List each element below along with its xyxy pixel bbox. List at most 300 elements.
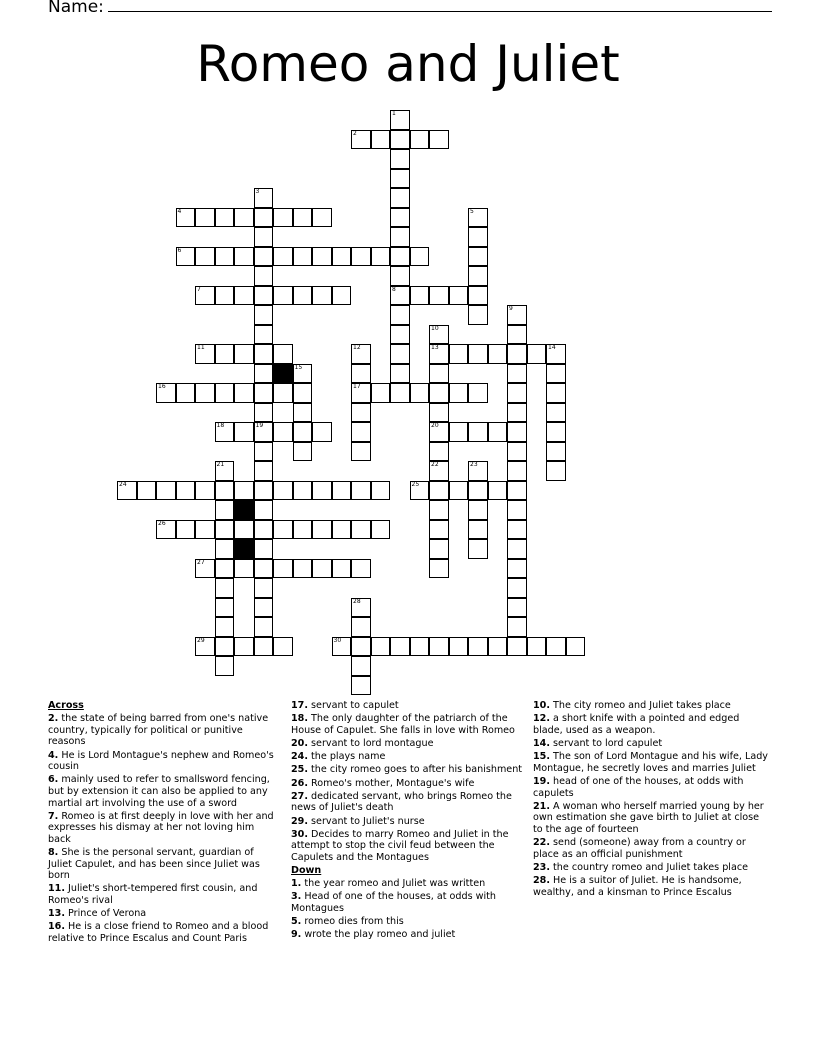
clue-number: 4. xyxy=(48,749,59,761)
grid-cell[interactable] xyxy=(215,461,235,481)
grid-cell[interactable] xyxy=(546,637,566,657)
clue-text: dedicated servant, who brings Romeo the news of Juliet's death xyxy=(291,790,512,814)
cell-number: 23 xyxy=(470,461,478,468)
cell-number: 16 xyxy=(158,383,166,390)
grid-cell[interactable] xyxy=(332,286,352,306)
clue-text: Decides to marry Romeo and Juliet in the attempt to stop the civil feud between the Capulets and the Montagues xyxy=(291,828,509,863)
grid-cell[interactable] xyxy=(410,481,430,501)
grid-cell[interactable] xyxy=(176,520,196,540)
grid-cell[interactable] xyxy=(429,130,449,150)
grid-cell[interactable] xyxy=(507,442,527,462)
grid-cell[interactable] xyxy=(176,208,196,228)
grid-cell[interactable] xyxy=(195,247,215,267)
grid-cell[interactable] xyxy=(429,539,449,559)
grid-cell[interactable] xyxy=(215,422,235,442)
grid-cell[interactable] xyxy=(546,442,566,462)
grid-cell[interactable] xyxy=(468,227,488,247)
clue-text: head of one of the houses, at odds with capulets xyxy=(533,775,744,799)
grid-cell[interactable] xyxy=(351,403,371,423)
grid-cell[interactable] xyxy=(527,637,547,657)
grid-cell[interactable] xyxy=(273,247,293,267)
clue-text: servant to capulet xyxy=(308,700,399,711)
grid-cell[interactable] xyxy=(546,364,566,384)
grid-cell[interactable] xyxy=(390,637,410,657)
cell-number: 6 xyxy=(177,246,182,254)
grid-cell[interactable] xyxy=(195,286,215,306)
clue-text: servant to Juliet's nurse xyxy=(308,815,425,827)
grid-cell[interactable] xyxy=(351,481,371,501)
clue-number: 16. xyxy=(48,921,65,933)
grid-cell[interactable] xyxy=(390,110,410,130)
grid-cell[interactable] xyxy=(468,520,488,540)
grid-cell[interactable] xyxy=(390,383,410,403)
clue-text: Romeo's mother, Montague's wife xyxy=(308,777,475,789)
name-label: Name: xyxy=(48,0,104,17)
grid-cell[interactable] xyxy=(390,149,410,169)
grid-cell[interactable] xyxy=(215,539,235,559)
clues-column-2 xyxy=(291,700,525,943)
grid-cell[interactable] xyxy=(234,637,254,657)
grid-cell[interactable] xyxy=(546,344,566,364)
grid-cell[interactable] xyxy=(351,676,371,696)
grid-cell[interactable] xyxy=(293,442,313,462)
grid-cell[interactable] xyxy=(410,247,430,267)
grid-cell[interactable] xyxy=(468,247,488,267)
grid-cell[interactable] xyxy=(234,208,254,228)
grid-cell[interactable] xyxy=(312,286,332,306)
grid-cell[interactable] xyxy=(507,598,527,618)
grid-cell[interactable] xyxy=(234,383,254,403)
grid-cell[interactable] xyxy=(254,539,274,559)
grid-cell[interactable] xyxy=(371,130,391,150)
grid-cell[interactable] xyxy=(371,520,391,540)
grid-cell[interactable] xyxy=(293,383,313,403)
cell-number: 25 xyxy=(411,480,420,488)
grid-cell[interactable] xyxy=(234,286,254,306)
grid-cell[interactable] xyxy=(351,637,371,657)
grid-cell[interactable] xyxy=(156,520,176,540)
grid-cell[interactable] xyxy=(507,403,527,423)
grid-cell[interactable] xyxy=(273,208,293,228)
grid-cell[interactable] xyxy=(449,286,469,306)
grid-cell[interactable] xyxy=(312,559,332,579)
grid-cell[interactable] xyxy=(546,383,566,403)
grid-cell[interactable] xyxy=(312,422,332,442)
grid-cell[interactable] xyxy=(468,286,488,306)
clue-item xyxy=(48,750,280,773)
clue-number: 3. xyxy=(291,891,302,903)
clue-item xyxy=(48,908,280,920)
across-heading: Across xyxy=(48,700,84,711)
grid-cell[interactable] xyxy=(312,520,332,540)
clue-number: 11. xyxy=(48,883,65,895)
grid-cell[interactable] xyxy=(351,130,371,150)
grid-cell[interactable] xyxy=(332,520,352,540)
grid-cell[interactable] xyxy=(293,481,313,501)
grid-cell[interactable] xyxy=(254,442,274,462)
grid-cell[interactable] xyxy=(449,344,469,364)
grid-cell[interactable] xyxy=(468,208,488,228)
grid-cell[interactable] xyxy=(429,383,449,403)
grid-cell[interactable] xyxy=(429,500,449,520)
clue-text: servant to lord capulet xyxy=(550,737,663,749)
grid-cell[interactable] xyxy=(215,286,235,306)
clue-text: a short knife with a pointed and edged blade, used as a weapon. xyxy=(533,713,740,736)
grid-cell[interactable] xyxy=(234,344,254,364)
grid-cell[interactable] xyxy=(273,286,293,306)
grid-cell[interactable] xyxy=(234,559,254,579)
grid-cell[interactable] xyxy=(546,422,566,442)
grid-cell[interactable] xyxy=(371,383,391,403)
grid-cell[interactable] xyxy=(429,481,449,501)
grid-cell[interactable] xyxy=(371,481,391,501)
grid-cell[interactable] xyxy=(507,422,527,442)
grid-cell[interactable] xyxy=(156,481,176,501)
clues-column-3 xyxy=(533,700,769,900)
grid-cell[interactable] xyxy=(468,637,488,657)
clue-item xyxy=(533,837,769,860)
grid-cell[interactable] xyxy=(215,500,235,520)
grid-cell[interactable] xyxy=(351,520,371,540)
grid-cell[interactable] xyxy=(371,637,391,657)
grid-cell[interactable] xyxy=(468,461,488,481)
clue-number: 10. xyxy=(533,700,550,711)
clue-number: 17. xyxy=(291,700,308,711)
grid-cell[interactable] xyxy=(215,383,235,403)
grid-cell[interactable] xyxy=(390,227,410,247)
clue-number: 13. xyxy=(48,908,65,920)
grid-cell[interactable] xyxy=(254,500,274,520)
clue-item xyxy=(533,801,769,836)
grid-cell[interactable] xyxy=(176,383,196,403)
grid-cell[interactable] xyxy=(429,403,449,423)
black-square xyxy=(273,364,293,384)
clue-number: 25. xyxy=(291,764,308,776)
grid-cell[interactable] xyxy=(195,344,215,364)
grid-cell[interactable] xyxy=(507,520,527,540)
grid-cell[interactable] xyxy=(195,559,215,579)
grid-cell[interactable] xyxy=(468,422,488,442)
grid-cell[interactable] xyxy=(410,286,430,306)
grid-cell[interactable] xyxy=(351,442,371,462)
clue-item xyxy=(291,778,525,790)
clue-number: 1. xyxy=(291,878,302,890)
grid-cell[interactable] xyxy=(234,422,254,442)
grid-cell[interactable] xyxy=(468,481,488,501)
clue-item xyxy=(533,713,769,736)
grid-cell[interactable] xyxy=(273,422,293,442)
cell-number: 27 xyxy=(197,558,205,566)
grid-cell[interactable] xyxy=(488,344,508,364)
grid-cell[interactable] xyxy=(507,637,527,657)
grid-cell[interactable] xyxy=(195,637,215,657)
clue-item xyxy=(291,829,525,864)
grid-cell[interactable] xyxy=(254,481,274,501)
clue-item xyxy=(533,862,769,874)
grid-cell[interactable] xyxy=(293,247,313,267)
grid-cell[interactable] xyxy=(293,286,313,306)
grid-cell[interactable] xyxy=(429,637,449,657)
cell-number: 7 xyxy=(197,285,201,293)
grid-cell[interactable] xyxy=(507,344,527,364)
clue-item xyxy=(291,738,525,750)
grid-cell[interactable] xyxy=(215,617,235,637)
grid-cell[interactable] xyxy=(117,481,137,501)
clue-text: send (someone) away from a country or place as an official punishment xyxy=(533,837,746,860)
grid-cell[interactable] xyxy=(254,247,274,267)
clue-text: wrote the play romeo and juliet xyxy=(301,929,456,941)
grid-cell[interactable] xyxy=(390,344,410,364)
grid-cell[interactable] xyxy=(254,344,274,364)
grid-cell[interactable] xyxy=(312,247,332,267)
grid-cell[interactable] xyxy=(156,383,176,403)
grid-cell[interactable] xyxy=(254,364,274,384)
grid-cell[interactable] xyxy=(195,481,215,501)
grid-cell[interactable] xyxy=(234,520,254,540)
grid-cell[interactable] xyxy=(293,559,313,579)
grid-cell[interactable] xyxy=(390,247,410,267)
grid-cell[interactable] xyxy=(507,559,527,579)
grid-cell[interactable] xyxy=(195,208,215,228)
grid-cell[interactable] xyxy=(273,481,293,501)
clue-number: 6. xyxy=(48,774,59,786)
clue-item xyxy=(48,811,280,846)
grid-cell[interactable] xyxy=(507,617,527,637)
grid-cell[interactable] xyxy=(293,364,313,384)
clue-item xyxy=(291,751,525,763)
grid-cell[interactable] xyxy=(215,520,235,540)
grid-cell[interactable] xyxy=(215,208,235,228)
grid-cell[interactable] xyxy=(332,481,352,501)
grid-cell[interactable] xyxy=(371,247,391,267)
grid-cell[interactable] xyxy=(449,637,469,657)
cell-number: 15 xyxy=(294,363,303,371)
grid-cell[interactable] xyxy=(332,637,352,657)
grid-cell[interactable] xyxy=(215,656,235,676)
grid-cell[interactable] xyxy=(351,383,371,403)
clue-item xyxy=(291,791,525,814)
grid-cell[interactable] xyxy=(293,520,313,540)
grid-cell[interactable] xyxy=(566,637,586,657)
grid-cell[interactable] xyxy=(546,403,566,423)
grid-cell[interactable] xyxy=(195,520,215,540)
grid-cell[interactable] xyxy=(351,598,371,618)
grid-cell[interactable] xyxy=(293,403,313,423)
cell-number: 19 xyxy=(255,422,264,429)
grid-cell[interactable] xyxy=(312,208,332,228)
grid-cell[interactable] xyxy=(468,539,488,559)
grid-cell[interactable] xyxy=(254,403,274,423)
grid-cell[interactable] xyxy=(507,481,527,501)
cell-number: 18 xyxy=(216,422,225,429)
grid-cell[interactable] xyxy=(254,559,274,579)
grid-cell[interactable] xyxy=(234,247,254,267)
grid-cell[interactable] xyxy=(449,422,469,442)
clue-item xyxy=(48,774,280,809)
grid-cell[interactable] xyxy=(254,598,274,618)
grid-cell[interactable] xyxy=(215,247,235,267)
grid-cell[interactable] xyxy=(351,344,371,364)
clue-number: 18. xyxy=(291,713,308,725)
clue-number: 29. xyxy=(291,815,308,827)
grid-cell[interactable] xyxy=(254,325,274,345)
grid-cell[interactable] xyxy=(449,383,469,403)
grid-cell[interactable] xyxy=(468,266,488,286)
grid-cell[interactable] xyxy=(429,520,449,540)
grid-cell[interactable] xyxy=(429,559,449,579)
grid-cell[interactable] xyxy=(351,656,371,676)
clue-text: the plays name xyxy=(308,751,386,763)
cell-number: 11 xyxy=(197,344,205,351)
grid-cell[interactable] xyxy=(410,637,430,657)
grid-cell[interactable] xyxy=(390,266,410,286)
clue-item xyxy=(291,700,525,712)
grid-cell[interactable] xyxy=(273,383,293,403)
grid-cell[interactable] xyxy=(390,325,410,345)
clue-item xyxy=(291,878,525,890)
grid-cell[interactable] xyxy=(507,383,527,403)
grid-cell[interactable] xyxy=(293,422,313,442)
grid-cell[interactable] xyxy=(390,188,410,208)
grid-cell[interactable] xyxy=(254,286,274,306)
clue-text: The city romeo and Juliet takes place xyxy=(550,700,731,711)
grid-cell[interactable] xyxy=(488,422,508,442)
cell-number: 26 xyxy=(158,519,166,527)
grid-cell[interactable] xyxy=(351,559,371,579)
grid-cell[interactable] xyxy=(273,520,293,540)
clue-number: 5. xyxy=(291,916,302,928)
grid-cell[interactable] xyxy=(254,578,274,598)
grid-cell[interactable] xyxy=(390,130,410,150)
grid-cell[interactable] xyxy=(176,247,196,267)
cell-number: 9 xyxy=(509,305,513,312)
grid-cell[interactable] xyxy=(429,364,449,384)
grid-cell[interactable] xyxy=(215,481,235,501)
down-heading: Down xyxy=(291,865,322,877)
cell-number: 24 xyxy=(119,480,127,488)
grid-cell[interactable] xyxy=(429,344,449,364)
grid-cell[interactable] xyxy=(254,637,274,657)
grid-cell[interactable] xyxy=(254,266,274,286)
clue-number: 2. xyxy=(48,713,59,725)
clue-item xyxy=(48,921,280,944)
grid-cell[interactable] xyxy=(390,286,410,306)
cell-number: 1 xyxy=(392,110,396,117)
grid-cell[interactable] xyxy=(390,169,410,189)
grid-cell[interactable] xyxy=(507,500,527,520)
grid-cell[interactable] xyxy=(254,188,274,208)
grid-cell[interactable] xyxy=(215,344,235,364)
clue-item xyxy=(533,738,769,750)
grid-cell[interactable] xyxy=(234,481,254,501)
grid-cell[interactable] xyxy=(390,208,410,228)
clue-number: 20. xyxy=(291,737,308,749)
clue-text: the state of being barred from one's native country, typically for political or punitive reasons xyxy=(48,713,269,748)
grid-cell[interactable] xyxy=(293,208,313,228)
grid-cell[interactable] xyxy=(507,305,527,325)
grid-cell[interactable] xyxy=(488,637,508,657)
grid-cell[interactable] xyxy=(507,461,527,481)
clue-text: A woman who herself married young by her own estimation she gave birth to Juliet at close to the age of fourteen xyxy=(533,800,764,835)
grid-cell[interactable] xyxy=(351,617,371,637)
grid-cell[interactable] xyxy=(390,364,410,384)
grid-cell[interactable] xyxy=(507,539,527,559)
clue-text: He is a close friend to Romeo and a blood relative to Prince Escalus and Count Paris xyxy=(48,921,269,945)
grid-cell[interactable] xyxy=(429,286,449,306)
clue-text: Prince of Verona xyxy=(65,908,147,920)
grid-cell[interactable] xyxy=(351,364,371,384)
grid-cell[interactable] xyxy=(488,481,508,501)
grid-cell[interactable] xyxy=(410,130,430,150)
grid-cell[interactable] xyxy=(468,344,488,364)
clue-number: 7. xyxy=(48,810,59,822)
grid-cell[interactable] xyxy=(137,481,157,501)
grid-cell[interactable] xyxy=(254,422,274,442)
grid-cell[interactable] xyxy=(195,383,215,403)
grid-cell[interactable] xyxy=(254,461,274,481)
clue-number: 24. xyxy=(291,751,308,763)
grid-cell[interactable] xyxy=(254,520,274,540)
grid-cell[interactable] xyxy=(507,325,527,345)
grid-cell[interactable] xyxy=(254,208,274,228)
grid-cell[interactable] xyxy=(332,247,352,267)
grid-cell[interactable] xyxy=(215,637,235,657)
grid-cell[interactable] xyxy=(449,481,469,501)
grid-cell[interactable] xyxy=(273,344,293,364)
grid-cell[interactable] xyxy=(176,481,196,501)
clues-column-1 xyxy=(48,700,280,946)
grid-cell[interactable] xyxy=(332,559,352,579)
clue-text: the country romeo and Juliet takes place xyxy=(550,861,749,873)
grid-cell[interactable] xyxy=(215,578,235,598)
cell-number: 22 xyxy=(431,461,439,468)
grid-cell[interactable] xyxy=(254,383,274,403)
clue-number: 14. xyxy=(533,737,550,749)
grid-cell[interactable] xyxy=(273,637,293,657)
grid-cell[interactable] xyxy=(468,500,488,520)
grid-cell[interactable] xyxy=(273,559,293,579)
clue-item xyxy=(291,929,525,941)
clue-text: The son of Lord Montague and his wife, Lady Montague, he secretly loves and marries Juliet xyxy=(533,751,768,774)
grid-cell[interactable] xyxy=(429,461,449,481)
grid-cell[interactable] xyxy=(468,305,488,325)
grid-cell[interactable] xyxy=(351,422,371,442)
grid-cell[interactable] xyxy=(507,364,527,384)
grid-cell[interactable] xyxy=(527,344,547,364)
grid-cell[interactable] xyxy=(546,461,566,481)
grid-cell[interactable] xyxy=(429,442,449,462)
clue-item xyxy=(291,816,525,828)
grid-cell[interactable] xyxy=(215,559,235,579)
cell-number: 30 xyxy=(333,636,342,644)
grid-cell[interactable] xyxy=(429,422,449,442)
clue-number: 15. xyxy=(533,751,550,763)
grid-cell[interactable] xyxy=(390,305,410,325)
clue-item xyxy=(533,875,769,898)
grid-cell[interactable] xyxy=(468,383,488,403)
grid-cell[interactable] xyxy=(254,617,274,637)
cell-number: 3 xyxy=(255,188,260,195)
grid-cell[interactable] xyxy=(410,383,430,403)
grid-cell[interactable] xyxy=(254,305,274,325)
cell-number: 2 xyxy=(353,129,357,137)
grid-cell[interactable] xyxy=(507,578,527,598)
grid-cell[interactable] xyxy=(429,325,449,345)
grid-cell[interactable] xyxy=(312,481,332,501)
grid-cell[interactable] xyxy=(254,227,274,247)
grid-cell[interactable] xyxy=(215,598,235,618)
grid-cell[interactable] xyxy=(351,247,371,267)
